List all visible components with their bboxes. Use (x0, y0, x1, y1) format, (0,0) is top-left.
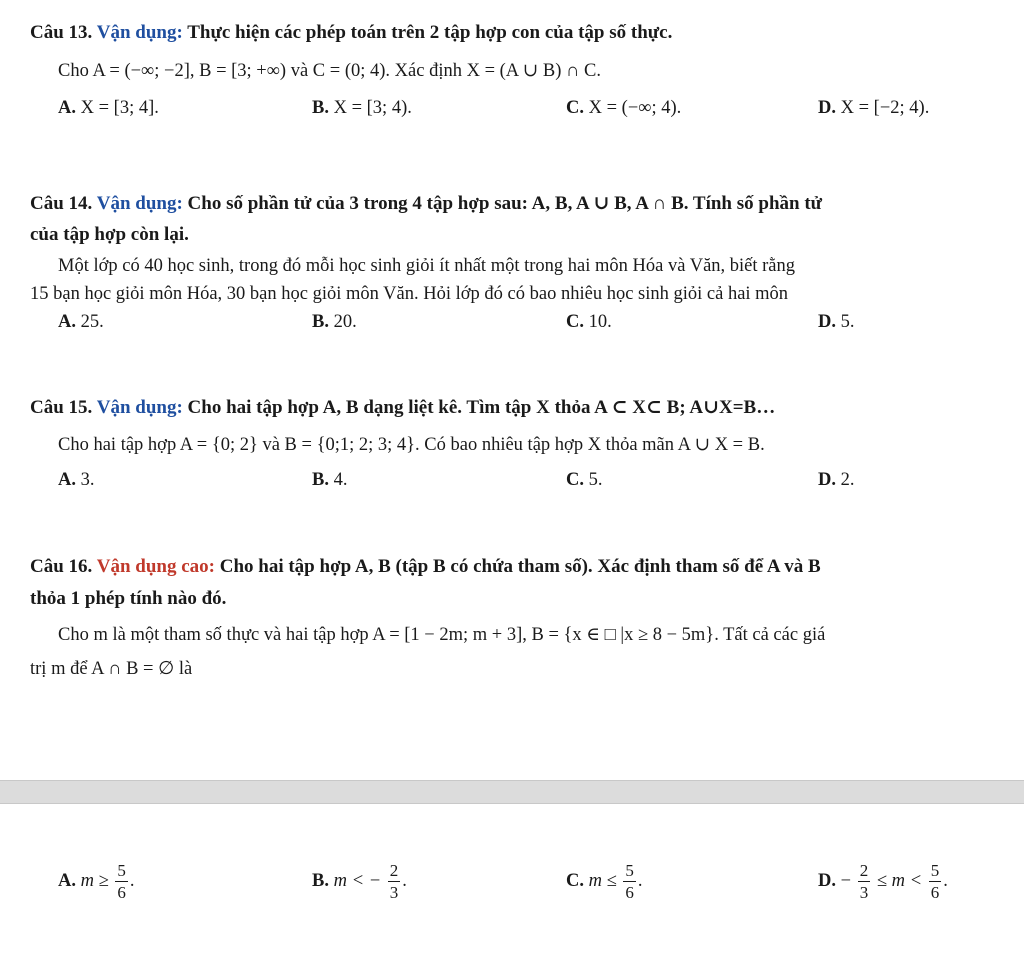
option-label: C. (566, 870, 584, 891)
fraction (115, 862, 128, 901)
option-text: 5. (588, 470, 603, 490)
fraction (929, 862, 942, 901)
q16-option-b[interactable] (312, 862, 407, 901)
fraction-numerator: 2 (859, 861, 869, 880)
q16-body-line2: trị m để A ∩ B = ∅ là (30, 659, 193, 679)
option-text: m ≥ (80, 870, 109, 891)
q14-heading (30, 192, 1024, 215)
fraction-numerator: 2 (389, 861, 399, 880)
fraction (858, 862, 871, 901)
fraction-denominator: 6 (117, 883, 126, 902)
q15-heading (30, 396, 775, 419)
q16-option-d[interactable] (818, 862, 948, 901)
q16-number: Câu 16. (30, 556, 93, 577)
q14-number: Câu 14. (30, 193, 93, 214)
option-end: . (129, 870, 135, 891)
option-text: 25. (80, 312, 104, 332)
option-label: C. (566, 98, 584, 118)
option-label: B. (312, 312, 329, 332)
option-text: X = [3; 4]. (80, 98, 159, 118)
option-label: B. (312, 470, 329, 490)
q16-title: Cho hai tập hợp A, B (tập B có chứa tham số). Xác định tham số để A và B (219, 556, 821, 577)
q14-body-line2: 15 bạn học giỏi môn Hóa, 30 bạn học giỏi môn Văn. Hỏi lớp đó có bao nhiêu học sinh giỏi cả hai môn (30, 284, 789, 304)
q15-body: Cho hai tập hợp A = {0; 2} và B = {0;1; 2; 3; 4}. Có bao nhiêu tập hợp X thỏa mãn A ∪ X = B. (58, 435, 765, 455)
option-text: 5. (840, 312, 855, 332)
q14-option-a[interactable] (58, 312, 104, 333)
fraction-denominator: 6 (625, 883, 634, 902)
option-label: D. (818, 470, 836, 490)
q16-option-a[interactable] (58, 862, 135, 901)
fraction (388, 862, 401, 901)
q15-number: Câu 15. (30, 397, 93, 418)
q13-number: Câu 13. (30, 22, 93, 43)
q16-heading (30, 556, 1024, 578)
q14-option-d[interactable] (818, 312, 855, 333)
fraction-denominator: 6 (930, 883, 940, 902)
option-text: X = [−2; 4). (840, 98, 930, 118)
q13-heading (30, 22, 672, 44)
option-label: C. (566, 312, 584, 332)
option-text: X = [3; 4). (333, 98, 412, 118)
q16-option-c[interactable] (566, 862, 643, 901)
fraction (623, 862, 636, 901)
option-text: − (840, 870, 852, 891)
option-text-mid: ≤ m < (876, 870, 923, 891)
fraction-denominator: 3 (859, 883, 869, 902)
option-label: D. (818, 870, 836, 891)
option-text: m ≤ (588, 870, 617, 891)
q15-title: Cho hai tập hợp A, B dạng liệt kê. Tìm tập X thỏa A ⊂ X⊂ B; A∪X=B… (187, 397, 776, 418)
option-label: A. (58, 312, 76, 332)
q15-option-c[interactable] (566, 470, 603, 491)
option-end: . (637, 870, 643, 891)
option-text: 2. (840, 470, 855, 490)
option-label: A. (58, 470, 76, 490)
q14-title: Cho số phần tử của 3 trong 4 tập hợp sau: A, B, A ∪ B, A ∩ B. Tính số phần tử (187, 193, 823, 214)
option-label: B. (312, 98, 329, 118)
option-end: . (943, 870, 948, 891)
fraction-numerator: 5 (930, 861, 940, 880)
q13-option-c[interactable] (566, 98, 681, 119)
option-label: D. (818, 98, 836, 118)
q13-option-a[interactable] (58, 98, 159, 119)
option-label: D. (818, 312, 836, 332)
option-label: A. (58, 870, 76, 891)
option-label: B. (312, 870, 329, 891)
option-text: 10. (588, 312, 612, 332)
option-text: 3. (80, 470, 95, 490)
q15-option-a[interactable] (58, 470, 95, 491)
q13-option-d[interactable] (818, 98, 929, 119)
q13-title: Thực hiện các phép toán trên 2 tập hợp con của tập số thực. (187, 22, 673, 43)
q14-body-line1: Một lớp có 40 học sinh, trong đó mỗi học sinh giỏi ít nhất một trong hai môn Hóa và Văn, biết rằng (58, 256, 796, 276)
q13-option-b[interactable] (312, 98, 412, 119)
fraction-numerator: 5 (117, 861, 126, 880)
q16-body-line1: Cho m là một tham số thực và hai tập hợp A = [1 − 2m; m + 3], B = {x ∈ □ |x ≥ 8 − 5m}. Tất cả các giá (58, 625, 826, 645)
q15-level: Vận dụng: (96, 397, 183, 418)
option-label: A. (58, 98, 76, 118)
q14-level: Vận dụng: (96, 193, 183, 214)
q14-option-c[interactable] (566, 312, 612, 333)
option-text: 4. (333, 470, 348, 490)
option-text: X = (−∞; 4). (588, 98, 682, 118)
fraction-denominator: 3 (389, 883, 399, 902)
page-gap-band (0, 780, 1024, 804)
option-text: 20. (333, 312, 357, 332)
q16-title-line2: thỏa 1 phép tính nào đó. (30, 588, 227, 609)
option-end: . (402, 870, 407, 891)
q14-option-b[interactable] (312, 312, 357, 333)
q13-body: Cho A = (−∞; −2], B = [3; +∞) và C = (0; 4). Xác định X = (A ∪ B) ∩ C. (58, 61, 601, 81)
q15-option-b[interactable] (312, 470, 347, 491)
fraction-numerator: 5 (625, 861, 634, 880)
q15-option-d[interactable] (818, 470, 855, 491)
option-text: m < − (333, 870, 382, 891)
q14-title-line2: của tập hợp còn lại. (30, 224, 189, 245)
q16-level: Vận dụng cao: (96, 556, 215, 577)
option-label: C. (566, 470, 584, 490)
q13-level: Vận dụng: (96, 22, 183, 43)
